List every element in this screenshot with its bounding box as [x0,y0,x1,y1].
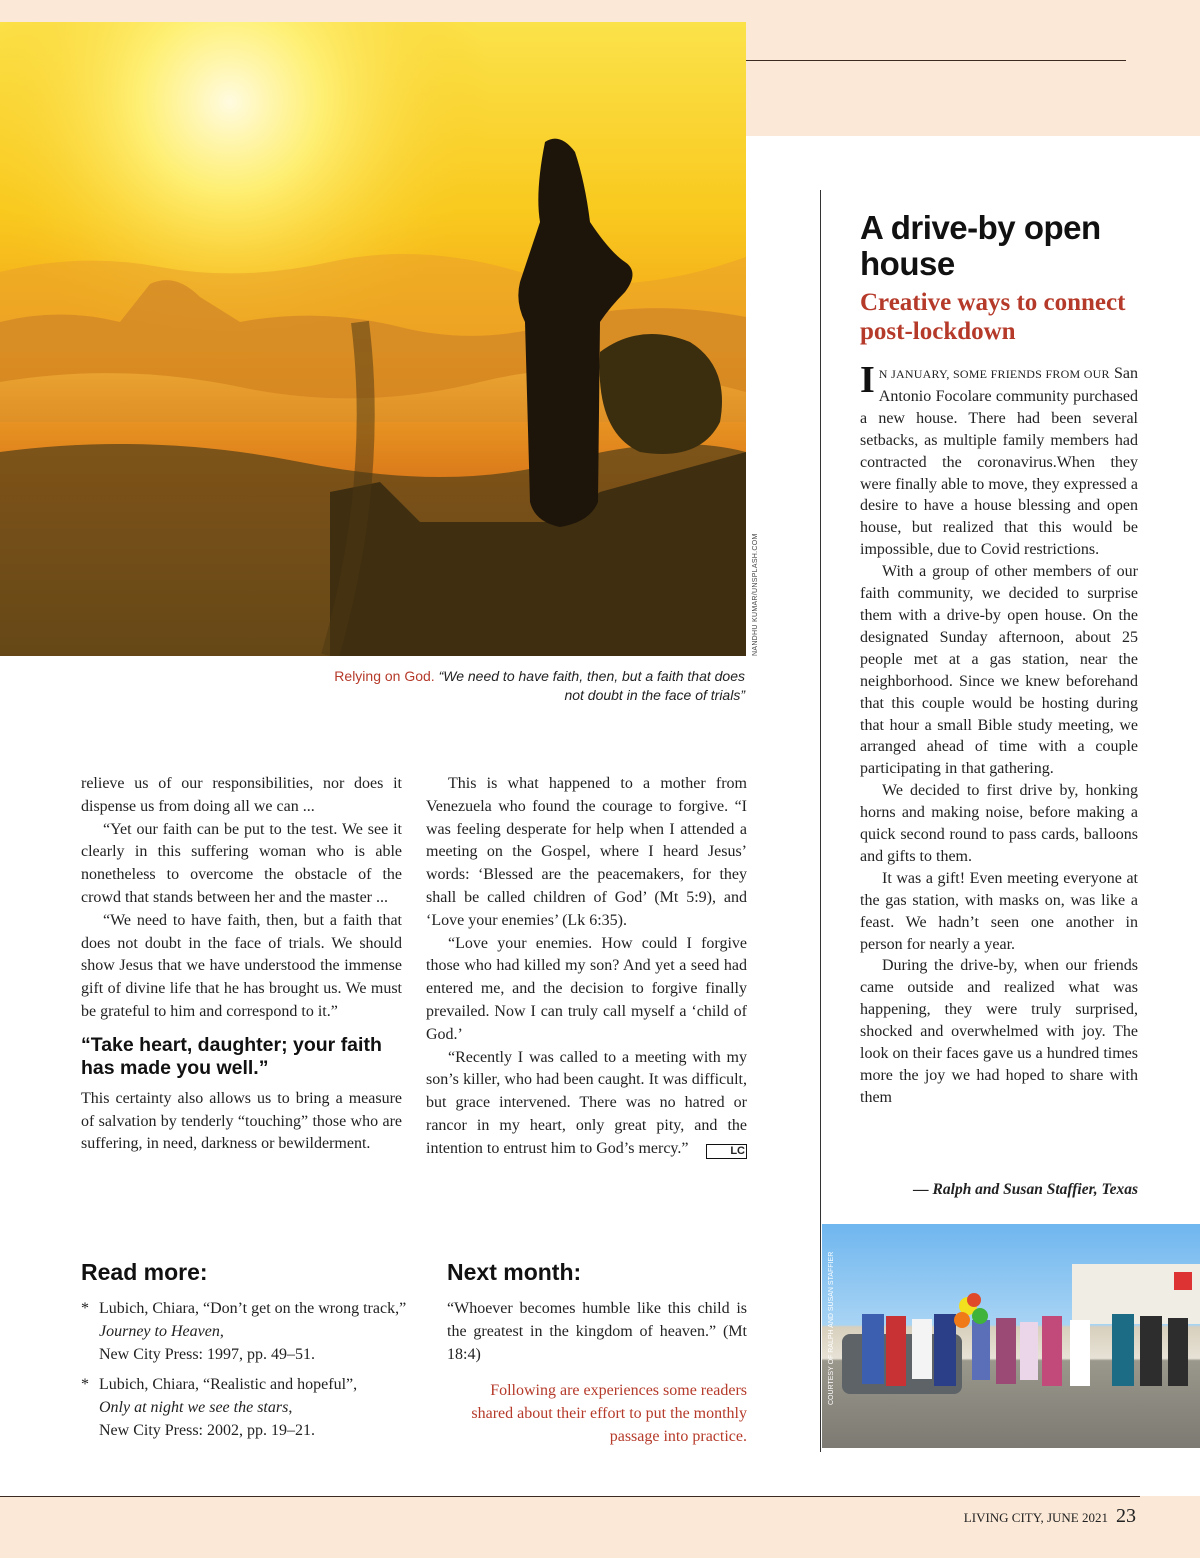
pull-quote: “Take heart, daughter; your faith has made you well.” [81,1033,382,1079]
page-number: 23 [1116,1505,1136,1527]
list-item [81,1298,411,1366]
paragraph: This certainty also allows us to bring a measure of salvation by tenderly “touching” those who are suffering, in need, darkness or bewilderment. [81,1089,402,1153]
publication-line: LIVING CITY, JUNE 2021 [963,1510,1108,1525]
paragraph: “Yet our faith can be put to the test. We see it clearly in this suffering woman who is able nonetheless to overcome the obstacle of the crowd that stands between her and the master ... [81,820,402,906]
caption-quote: “We need to have faith, then, but a faith that does not doubt in the face of trials” [438,668,745,703]
group-photo-credit: COURTESY OF RALPH AND SUSAN STAFFIER [828,1251,835,1405]
paragraph: This is what happened to a mother from Venezuela who found the courage to forgive. “I was feeling desperate for help when I attended a meeting on the Gospel, where I heard Jesus’ words: ‘Blessed are the peacemakers, for they shall be called children of God’ (Mt 5:9), and ‘Love your enemies’ (Lk 6:35). [426,775,747,929]
ref-punct: , [288,1399,293,1417]
read-more-heading: Read more: [81,1259,208,1285]
paragraph [426,1047,747,1161]
paragraph-text: San Antonio Focolare community purchased a new house. There had been several setbacks, as multiple family members had contracted the coronavirus.When they were finally able to move, they expressed a desire to have a house blessing and open house, but realized that this would be impossible, due to Covid restrictions. [860,365,1139,559]
paragraph: “Love your enemies. How could I forgive those who had killed my son? And yet a seed had entered me, and the decision to forgive finally prevailed. Now I can truly call myself a ‘child of God.’ [426,934,747,1043]
next-month-quote: “Whoever becomes humble like this child is the greatest in the kingdom of heaven.” (Mt 18:4) [447,1300,747,1363]
top-right-panel [746,0,1200,136]
lead-small-caps: N JANUARY, SOME FRIENDS FROM OUR [878,367,1110,381]
sidebar-body [860,359,1139,1109]
paragraph: With a group of other members of our faith community, we decided to surprise them with a drive-by open house. On the designated Sunday afternoon, about 25 people met at a gas station, near the neighborhood. Since we knew beforehand that this couple would be hosting during that hour a small Bible study meeting, we arranged ahead of time with a couple participating in that gathering. [860,563,1138,778]
read-more-list [81,1298,411,1451]
group-photo [822,1224,1200,1448]
paragraph: “We need to have faith, then, but a faith that does not doubt in the face of trials. We should show Jesus that we have understood the immense gift of divine life that he has brought us. We must be grateful to him and correspond to it.” [81,911,402,1020]
ref-publisher: New City Press: 2002, pp. 19–21. [99,1421,315,1439]
next-month-heading: Next month: [447,1259,582,1285]
drop-cap: I [860,359,875,401]
paragraph [860,359,1139,561]
ref-author-title: Lubich, Chiara, “Don’t get on the wrong track,” [99,1300,407,1317]
group-photo-art [822,1224,1200,1448]
paragraph: relieve us of our responsibilities, nor does it dispense us from doing all we can ... [81,775,402,815]
article-column-1 [81,773,402,1156]
paragraph: It was a gift! Even meeting everyone at the gas station, with masks on, was like a feast. We hadn’t seen one another in person for nearly a year. [860,869,1138,953]
paragraph: We decided to first drive by, honking horns and making noise, before making a quick second round to pass cards, balloons and gifts to them. [860,782,1138,865]
photo-caption [325,667,745,705]
bullet: * [81,1300,89,1317]
paragraph: During the drive-by, when our friends came outside and realized what was happening, they were truly surprised, shocked and overwhelmed with joy. The look on their faces gave us a hundred times more the joy we had hoped to share with them [860,957,1138,1106]
ref-publisher: New City Press: 1997, pp. 49–51. [99,1345,315,1363]
paragraph-text: “Recently I was called to a meeting with my son’s killer, who had been caught. It was difficult, but grace intervened. There was no hatred or rancor in my heart, only great pity, and the intention to entrust him to God’s mercy.” [426,1048,747,1157]
hero-photo-art [0,22,746,656]
list-item [81,1374,411,1442]
ref-punct: , [219,1322,224,1340]
photo-credit: NANDHU KUMAR/UNSPLASH.COM [752,533,759,656]
article-column-2 [426,773,747,1161]
footer-rule [0,1496,1140,1497]
caption-lead: Relying on God. [334,668,435,684]
next-month-note: Following are experiences some readers shared about their effort to put the monthly passage into practice. [471,1382,747,1445]
ref-line-1 [99,1374,411,1420]
sidebar-subtitle: Creative ways to connect post-lockdown [860,289,1126,345]
ref-book-title: Only at night we see the stars [99,1399,289,1417]
ref-author-title: Lubich, Chiara, “Realistic and hopeful”, [99,1376,358,1394]
end-mark-icon: LC [706,1144,747,1159]
page-footer [964,1505,1136,1528]
ref-book-title: Journey to Heaven [99,1322,220,1340]
bullet: * [81,1376,89,1394]
hero-photo-sunset-woman [0,22,746,656]
sidebar-title: A drive-by open house [860,209,1101,282]
top-right-rule [746,60,1126,61]
sidebar-signature: — Ralph and Susan Staffier, Texas [913,1181,1138,1198]
ref-line-1 [99,1298,411,1344]
